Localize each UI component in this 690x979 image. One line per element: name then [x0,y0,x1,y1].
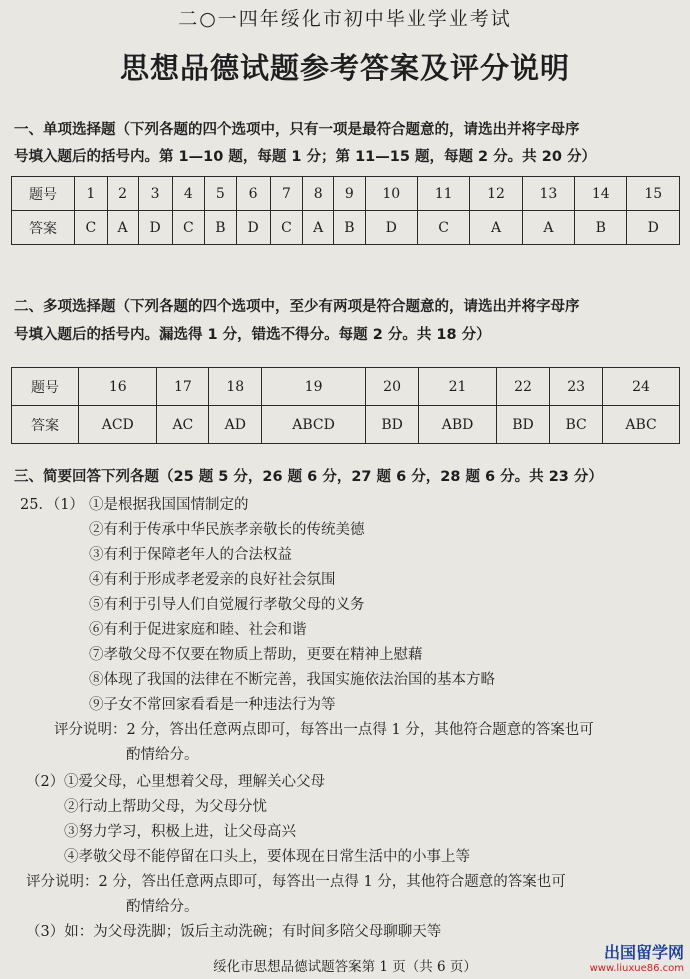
question-number: 18 [209,368,262,406]
question-number: 4 [172,177,205,211]
q25-part1-label: 25．（1） [20,497,84,513]
question-number: 13 [522,177,574,211]
question-number: 10 [365,177,417,211]
answer-point: ①爱父母，心里想着父母，理解关心父母 [64,774,325,790]
question-number: 9 [334,177,365,211]
question-number: 17 [157,368,209,406]
question-number: 21 [419,368,496,406]
scoring-note: 评分说明：2 分，答出任意两点即可，每答出一点得 1 分，其他符合题意的答案也可 [54,722,594,738]
q25-part2-label: （2） [26,774,65,790]
answer-cell: B [334,211,365,245]
answer-point: ⑥有利于促进家庭和睦、社会和谐 [89,622,307,638]
answer-cell: A [107,211,138,245]
answer-cell: D [138,211,172,245]
answer-cell: C [75,211,108,245]
question-number: 15 [627,177,680,211]
answer-cell: ABCD [262,406,366,444]
question-number: 16 [79,368,157,406]
question-number: 3 [138,177,172,211]
answer-cell: AC [157,406,209,444]
document-title: 思想品德试题参考答案及评分说明 [119,51,570,85]
single-choice-answer-table [11,176,680,245]
question-number: 14 [575,177,627,211]
answer-cell: D [236,211,270,245]
row-label-answer: 答案 [12,406,79,444]
answer-cell: C [417,211,469,245]
answer-point: ②有利于传承中华民族孝亲敬长的传统美德 [89,522,365,538]
answer-cell: A [303,211,334,245]
answer-point: ⑤有利于引导人们自觉履行孝敬父母的义务 [89,597,365,613]
question-number: 22 [496,368,549,406]
answer-point: ⑧体现了我国的法律在不断完善，我国实施依法治国的基本方略 [89,672,495,688]
answer-cell: BC [550,406,603,444]
section1-heading-line1: 一、单项选择题（下列各题的四个选项中，只有一项是最符合题意的，请选出并将字母序 [14,122,580,138]
answer-cell: BD [365,406,418,444]
answer-cell: B [205,211,236,245]
section2-heading-line2: 号填入题后的括号内。漏选得 1 分，错选不得分。每题 2 分。共 18 分） [14,327,491,343]
question-number: 12 [470,177,522,211]
answer-point: ⑦孝敬父母不仅要在物质上帮助，更要在精神上慰藉 [89,647,423,663]
answer-cell: BD [496,406,549,444]
answer-cell: A [470,211,522,245]
question-number: 7 [270,177,303,211]
question-number: 8 [303,177,334,211]
scoring-note-continued: 酌情给分。 [126,747,199,763]
answer-cell: D [627,211,680,245]
row-label-answer: 答案 [12,211,75,245]
answer-cell: ACD [79,406,157,444]
answer-cell: D [365,211,417,245]
section3-heading: 三、简要回答下列各题（25 题 5 分，26 题 6 分，27 题 6 分，28 题 6 分。共 23 分） [14,469,603,485]
watermark-site-name: 出国留学网 [603,943,684,962]
table-row-numbers [12,177,680,211]
question-number: 1 [75,177,108,211]
question-number: 23 [550,368,603,406]
answer-cell: ABC [603,406,680,444]
answer-cell: C [172,211,205,245]
question-number: 24 [603,368,680,406]
answer-point: ④孝敬父母不能停留在口头上，要体现在日常生活中的小事上等 [64,849,470,865]
question-number: 20 [365,368,418,406]
scoring-note: 评分说明：2 分，答出任意两点即可，每答出一点得 1 分，其他符合题意的答案也可 [26,874,566,890]
question-number: 2 [107,177,138,211]
answer-cell: AD [209,406,262,444]
answer-point: ④有利于形成孝老爱亲的良好社会氛围 [89,572,336,588]
answer-point: ③努力学习，积极上进，让父母高兴 [64,824,296,840]
question-number: 6 [236,177,270,211]
watermark-url: www.liuxue86.com [589,963,684,974]
table-row-answers [12,211,680,245]
page-footer: 绥化市思想品德试题答案第 1 页（共 6 页） [213,959,477,975]
section1-heading-line2: 号填入题后的括号内。第 1—10 题，每题 1 分；第 11—15 题，每题 2 分。共 20 分） [14,149,596,165]
answer-point: ②行动上帮助父母，为父母分忧 [64,799,267,815]
scoring-note-continued: 酌情给分。 [126,899,199,915]
answer-cell: ABD [419,406,496,444]
table-row-numbers [12,368,680,406]
multiple-choice-answer-table [11,367,680,444]
answer-cell: B [575,211,627,245]
answer-point: ③有利于保障老年人的合法权益 [89,547,292,563]
row-label-number: 题号 [12,368,79,406]
question-number: 19 [262,368,366,406]
exam-title: 二○一四年绥化市初中毕业学业考试 [178,8,512,30]
q25-part3-answer: （3）如：为父母洗脚；饭后主动洗碗；有时间多陪父母聊聊天等 [26,924,442,940]
section2-heading-line1: 二、多项选择题（下列各题的四个选项中，至少有两项是符合题意的，请选出并将字母序 [14,299,580,315]
table-row-answers [12,406,680,444]
answer-cell: A [522,211,574,245]
answer-point: ⑨子女不常回家看看是一种违法行为等 [89,697,336,713]
row-label-number: 题号 [12,177,75,211]
question-number: 5 [205,177,236,211]
answer-point: ①是根据我国国情制定的 [89,497,249,513]
question-number: 11 [417,177,469,211]
site-watermark [590,940,684,974]
answer-cell: C [270,211,303,245]
